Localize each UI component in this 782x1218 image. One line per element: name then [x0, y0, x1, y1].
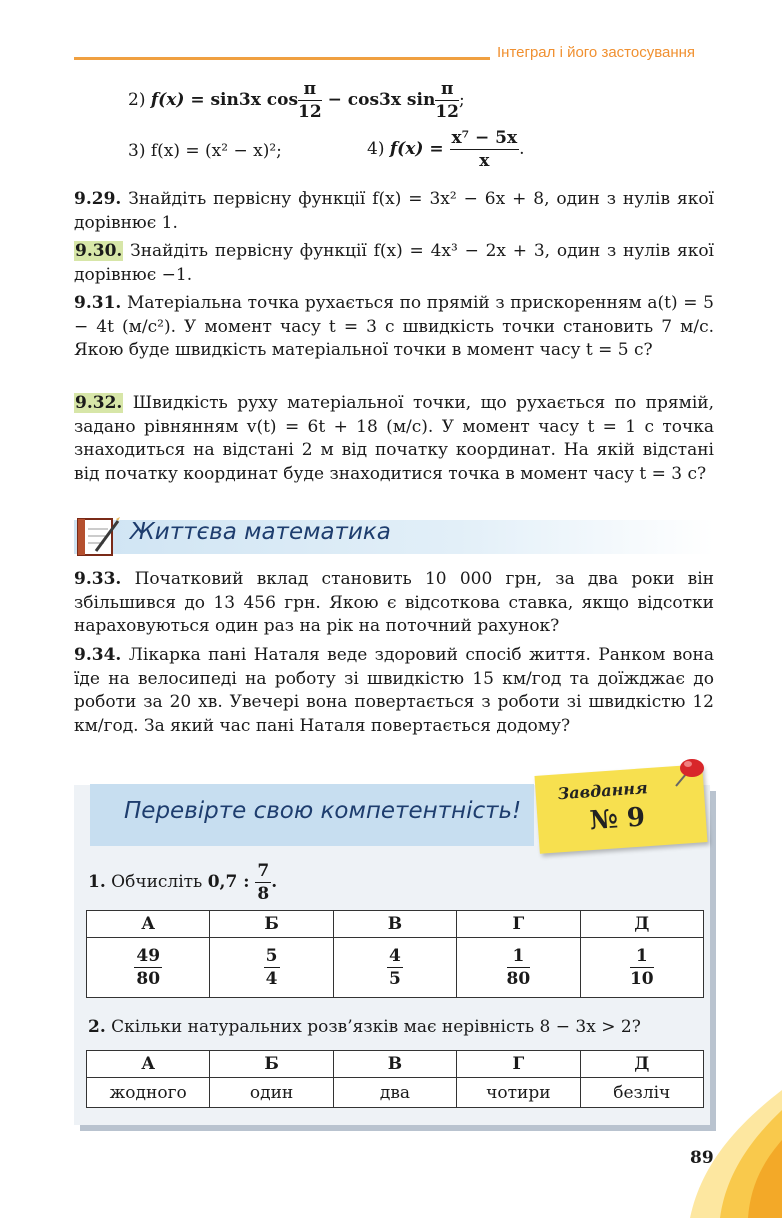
answer-cell: один [210, 1078, 333, 1108]
option-label: Д [580, 911, 703, 938]
answer-cell: два [333, 1078, 456, 1108]
formula-4: 4) f(x) = $\frac{\text{x⁷ − 5x}}{x}$ . [367, 128, 525, 171]
answer-cell: жодного [87, 1078, 210, 1108]
pushpin-icon [664, 752, 710, 792]
answer-cell: $\frac{5}{4}$ [210, 938, 333, 998]
problem-9-33: 9.33. Початковий вклад становить 10 000 грн, за два роки він збільшився до 13 456 грн. Якою є відсоткова ставка, якщо відсотки нараховуються один раз на рік на поточний рахунок? [74, 569, 714, 636]
problem-9-34: 9.34. Лікарка пані Наталя веде здоровий спосіб життя. Ранком вона їде на велосипеді на роботу зі швидкістю 15 км/год та доїжджає до роботи за 20 хв. Увечері вона повертається з роботи зі швидкістю 12 км/год. За який час пані Наталя повертається додому? [74, 645, 714, 736]
competence-title: Перевірте свою компетентність! [124, 798, 522, 824]
sticky-number: № 9 [588, 802, 647, 837]
formula-2: 2) f(x) = sin3x cos $\frac{\pi}{12}$ − cos3x sin $\frac{\pi}{12}$ ; [128, 79, 465, 122]
answer-cell: $\frac{1}{10}$ [580, 938, 703, 998]
header-rule [74, 57, 490, 60]
answer-cell: чотири [457, 1078, 580, 1108]
option-label: А [87, 911, 210, 938]
page-number: 89 [690, 1148, 714, 1168]
option-label: А [87, 1051, 210, 1078]
answer-cell: $\frac{1}{80}$ [457, 938, 580, 998]
option-label: Б [210, 1051, 333, 1078]
problem-9-29: 9.29. Знайдіть первісну функції f(x) = 3x² − 6x + 8, один з нулів якої дорівнює 1. [74, 189, 714, 233]
sticky-title: Завдання [557, 778, 649, 804]
task-1: 1. Обчисліть 0,7 : $\frac{7}{8}$ . [88, 861, 278, 904]
option-label: Г [457, 911, 580, 938]
answer-cell: $\frac{49}{80}$ [87, 938, 210, 998]
formula-3: 3) f(x) = (x² − x)²; [128, 141, 282, 161]
fraction-pi-12-b: $\frac{\pi}{12}$ [435, 79, 459, 122]
running-header: Інтеграл і його застосування [497, 44, 696, 61]
problem-9-30: 9.30. Знайдіть первісну функції f(x) = 4x³ − 2x + 3, один з нулів якої дорівнює −1. [74, 241, 714, 285]
task-1-answer-table [86, 910, 704, 998]
option-label: Г [457, 1051, 580, 1078]
option-label: В [333, 911, 456, 938]
fraction-pi-12-a: $\frac{\pi}{12}$ [298, 79, 322, 122]
notebook-icon [74, 513, 122, 559]
option-label: Д [580, 1051, 703, 1078]
fraction-7-8: $\frac{7}{8}$ [257, 861, 270, 904]
answer-cell: $\frac{4}{5}$ [333, 938, 456, 998]
option-label: В [333, 1051, 456, 1078]
answer-cell: безліч [580, 1078, 703, 1108]
option-label: Б [210, 911, 333, 938]
problem-9-32: 9.32. Швидкість руху матеріальної точки, що рухається по прямій, задано рівнянням v(t) = 6t + 18 (м/с). У момент часу t = 1 с точка знаходиться на відстані 2 м від початку координат. На якій відстані від початку координат буде знаходитися точка в момент часу t = 3 с? [74, 393, 714, 484]
section-title: Життєва математика [130, 519, 391, 545]
fraction-f4: $\frac{\text{x⁷ − 5x}}{x}$ [451, 128, 518, 171]
task-2: 2. Скільки натуральних розв’язків має нерівність 8 − 3x > 2? [88, 1017, 641, 1037]
problem-9-31: 9.31. Матеріальна точка рухається по прямій з прискоренням a(t) = 5 − 4t (м/с²). У момент часу t = 3 с швидкість точки становить 7 м/с. Якою буде швидкість матеріальної точки в момент часу t = 5 с? [74, 293, 714, 360]
